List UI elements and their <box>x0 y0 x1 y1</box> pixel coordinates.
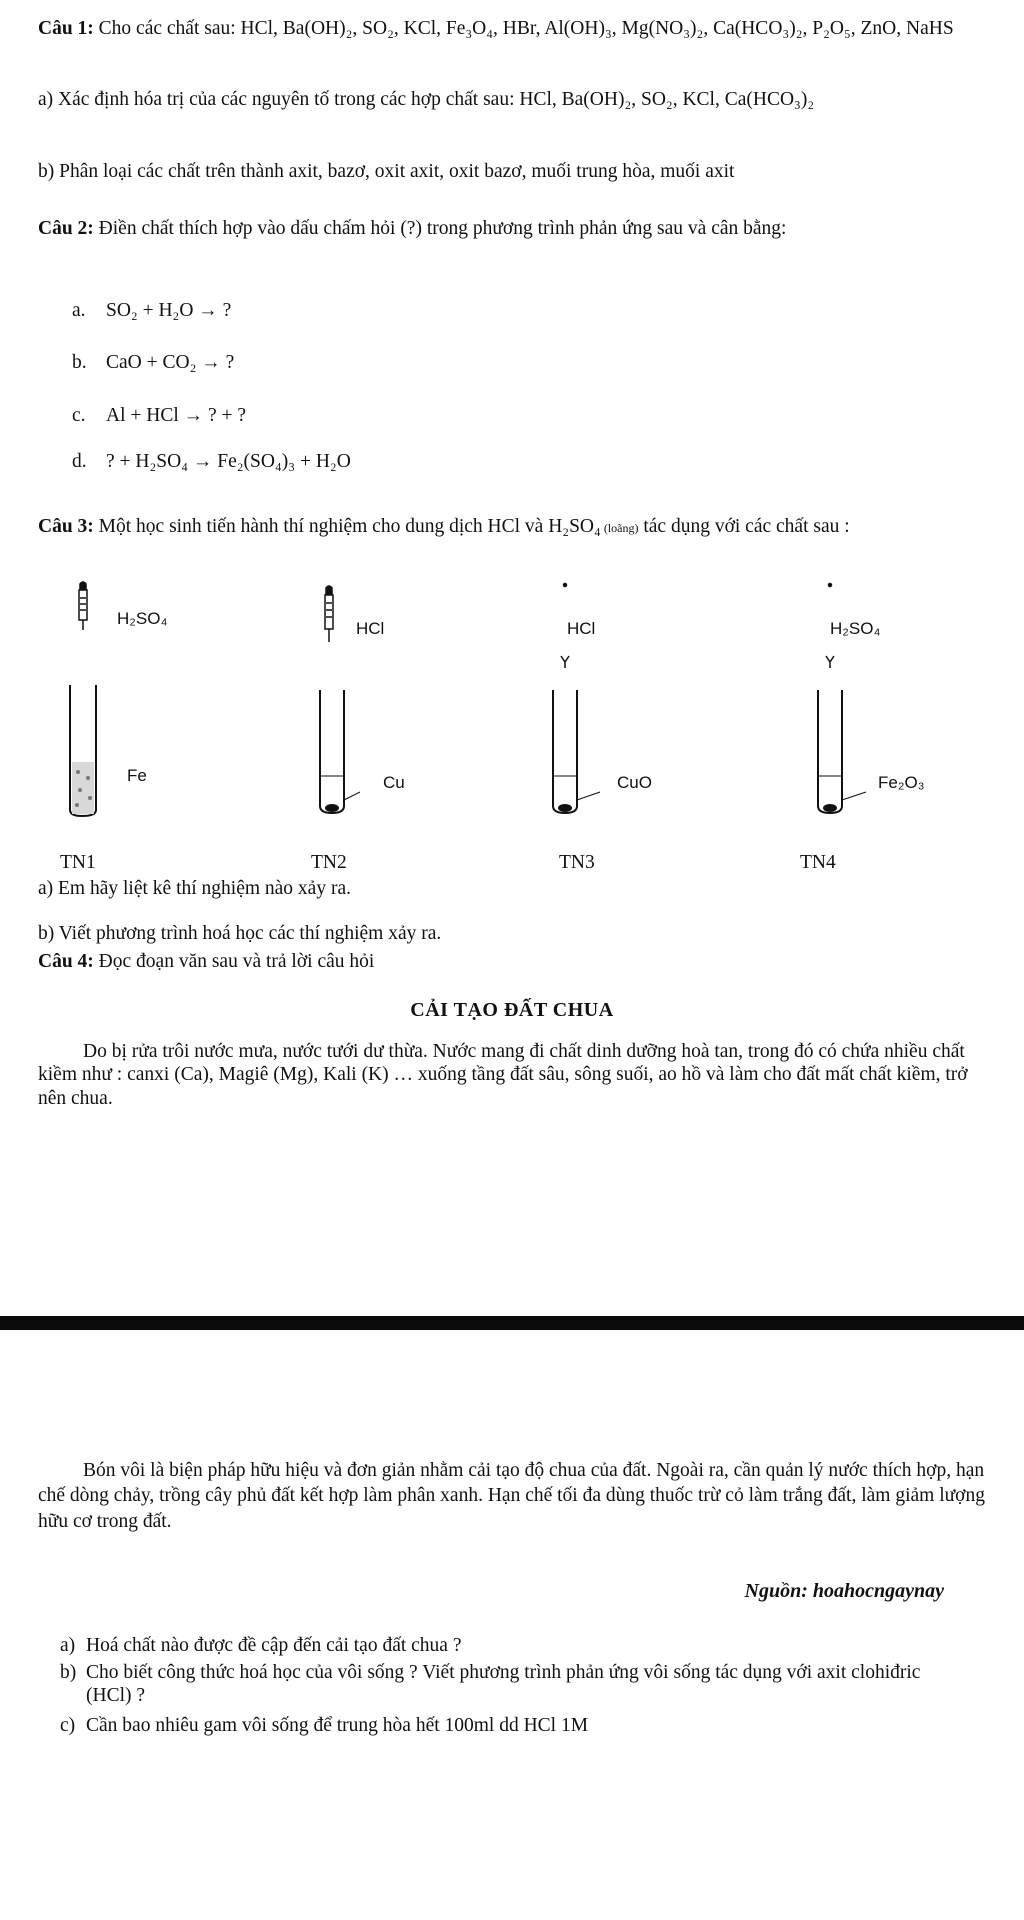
solid-label-tn4: Fe₂O₃ <box>878 773 925 792</box>
q4-intro <box>38 950 988 973</box>
passage-paragraph-2: Bón vôi là biện pháp hữu hiệu và đơn giản nhằm cải tạo độ chua của đất. Ngoài ra, cần quản lý nước thích hợp, hạn chế dòng chảy, trồng cây phủ đất kết hợp làm phân xanh. Hạn chế tối đa dùng thuốc trừ cỏ làm trắng đất, làm giảm lượng hữu cơ trong đất. <box>38 1460 985 1532</box>
q1-text: Cho các chất sau: HCl, Ba(OH)₂, SO₂, KCl, Fe₃O₄, HBr, Al(OH)₃, Mg(NO₃)₂, Ca(HCO₃)₂, P₂O₅, ZnO, NaHS <box>93 18 954 39</box>
passage-source: Nguồn: hoahocngaynay <box>744 1580 944 1602</box>
test-tube-tn2 <box>320 690 360 813</box>
acid-label-tn2: HCl <box>356 619 385 638</box>
tn4-label: TN4 <box>800 852 836 873</box>
q2-equation-d <box>72 450 351 473</box>
q1-label: Câu 1: <box>38 18 94 39</box>
eq-text: ? + H₂SO₄ → Fe₂(SO₄)₃ + H₂O <box>106 451 351 472</box>
solid-label-tn1: Fe <box>127 766 147 785</box>
acid-label-tn1: H₂SO₄ <box>117 609 168 628</box>
acid-label-tn3: HCl <box>567 619 596 638</box>
q3-small-note: (loãng) <box>600 521 639 535</box>
q3-text-after: tác dụng với các chất sau : <box>638 516 850 537</box>
eq-text: Al + HCl → ? + ? <box>106 405 247 426</box>
q4-question-b <box>60 1661 960 1708</box>
q1-intro <box>38 17 988 40</box>
q1-part-a: a) Xác định hóa trị của các nguyên tố trong các hợp chất sau: HCl, Ba(OH)₂, SO₂, KCl, Ca(HCO₃)₂ <box>38 89 815 110</box>
q3-label: Câu 3: <box>38 516 94 537</box>
question-text: Hoá chất nào được đề cập đến cải tạo đất chua ? <box>86 1635 462 1656</box>
q2-equation-a <box>72 299 231 322</box>
eq-text: CaO + CO₂ → ? <box>106 352 235 373</box>
tn1-label: TN1 <box>60 852 96 873</box>
dropper-tn2 <box>325 586 333 642</box>
q2-intro <box>38 217 988 240</box>
q4-question-a <box>60 1634 960 1657</box>
question-label: b) <box>60 1662 77 1683</box>
q1-part-b: b) Phân loại các chất trên thành axit, bazơ, oxit axit, oxit bazơ, muối trung hòa, muối axit <box>38 161 735 182</box>
dropper-tn1 <box>79 582 87 630</box>
eq-text: SO₂ + H₂O → ? <box>106 300 232 321</box>
solid-label-tn2: Cu <box>383 773 405 792</box>
q3-part-b: b) Viết phương trình hoá học các thí nghiệm xảy ra. <box>38 923 442 944</box>
tn2-label: TN2 <box>311 852 347 873</box>
q2-equation-c <box>72 404 246 427</box>
black-divider <box>0 1316 1024 1330</box>
q3-intro <box>38 515 988 538</box>
solid-label-tn3: CuO <box>617 773 652 792</box>
q4-text: Đọc đoạn văn sau và trả lời câu hỏi <box>93 951 375 972</box>
eq-label: a. <box>72 300 86 321</box>
passage-paragraph-1: Do bị rửa trôi nước mưa, nước tưới dư thừa. Nước mang đi chất dinh dưỡng hoà tan, trong đó có chứa nhiều chất kiềm như : canxi (Ca), Magiê (Mg), Kali (K) … xuống tầng đất sâu, sông suối, ao hồ và làm cho đất mất chất kiềm, trở nên chua. <box>38 1041 968 1109</box>
question-label: a) <box>60 1635 76 1656</box>
q3-text-before: Một học sinh tiến hành thí nghiệm cho dung dịch HCl và H₂SO₄ <box>93 516 601 537</box>
tn3-label: TN3 <box>559 852 595 873</box>
question-label: c) <box>60 1715 76 1736</box>
test-tube-tn1 <box>70 685 96 816</box>
eq-label: b. <box>72 352 87 373</box>
eq-label: d. <box>72 451 87 472</box>
q2-text: Điền chất thích hợp vào dấu chấm hỏi (?) trong phương trình phản ứng sau và cân bằng: <box>93 218 787 239</box>
test-tube-tn4 <box>818 690 866 813</box>
q2-equation-b <box>72 351 234 374</box>
passage-title: CẢI TẠO ĐẤT CHUA <box>410 999 614 1021</box>
eq-label: c. <box>72 405 86 426</box>
question-text: Cho biết công thức hoá học của vôi sống ? Viết phương trình phản ứng vôi sống tác dụng với axit clohiđric (HCl) ? <box>86 1662 921 1707</box>
question-text: Cần bao nhiêu gam vôi sống để trung hòa hết 100ml dd HCl 1M <box>86 1715 589 1736</box>
q3-part-a: a) Em hãy liệt kê thí nghiệm nào xảy ra. <box>38 878 351 899</box>
q4-question-c <box>60 1714 960 1737</box>
q4-label: Câu 4: <box>38 951 94 972</box>
q2-label: Câu 2: <box>38 218 94 239</box>
test-tube-tn3 <box>553 690 600 813</box>
acid-label-tn4: H₂SO₄ <box>830 619 881 638</box>
